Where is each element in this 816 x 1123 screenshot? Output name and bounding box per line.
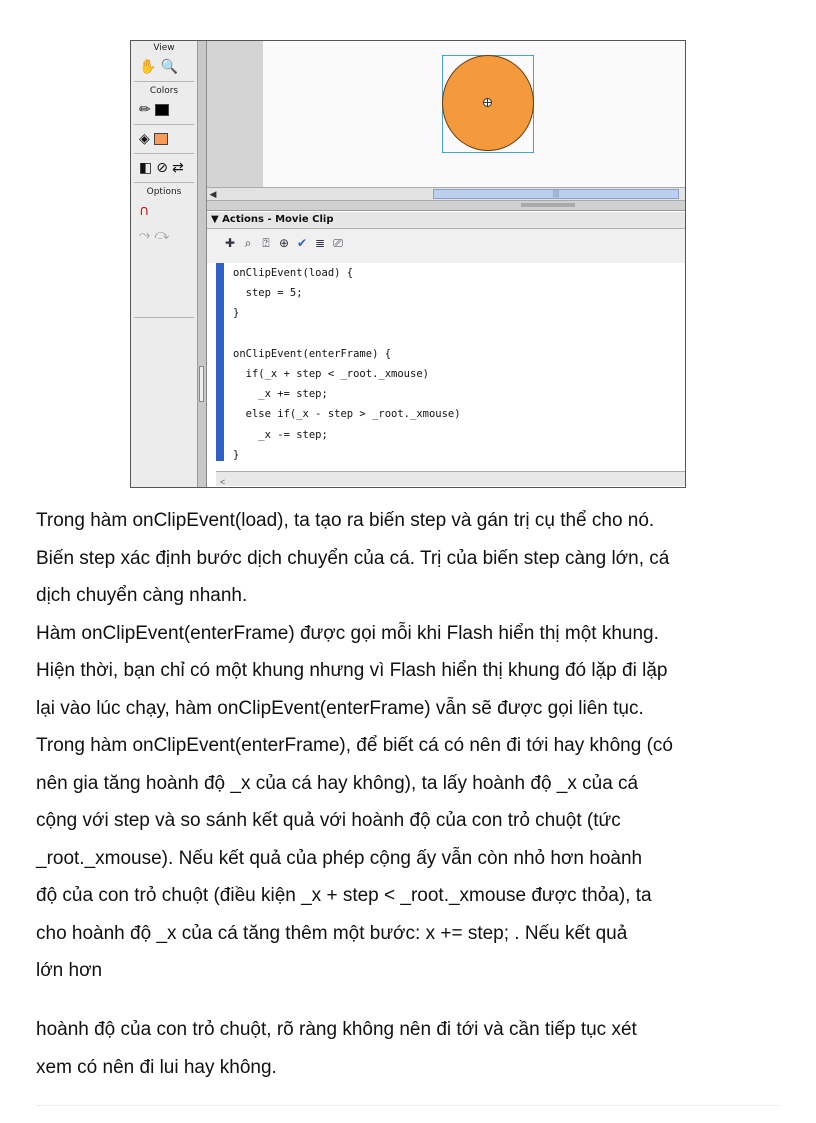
panel-gutter xyxy=(198,41,207,487)
text-line: lớn hơn xyxy=(36,960,103,981)
actions-panel-title[interactable]: ▼ Actions - Movie Clip xyxy=(207,212,685,229)
actions-toolbar xyxy=(207,229,685,263)
no-color-icon[interactable]: ⊘ xyxy=(156,160,168,176)
target-path-icon[interactable]: ⊕ xyxy=(278,236,290,250)
body-text xyxy=(36,502,766,990)
code-hint-icon[interactable]: ⎚ xyxy=(333,236,343,250)
smooth-icon[interactable]: ⤳ xyxy=(139,227,151,243)
magnet-icon[interactable]: ∩ xyxy=(139,203,150,219)
text-line: cộng với step và so sánh kết quả với hoành độ của con trỏ chuột (tức xyxy=(36,810,621,831)
code-line: onClipEvent(enterFrame) { xyxy=(233,347,392,360)
text-line: Hàm onClipEvent(enterFrame) được gọi mỗi khi Flash hiển thị một khung. xyxy=(36,622,659,644)
scroll-thumb[interactable]: ||| xyxy=(433,189,679,199)
text-line: dịch chuyển càng nhanh. xyxy=(36,585,248,606)
text-line: hoành độ của con trỏ chuột, rõ ràng không nên đi tới và cần tiếp tục xét xyxy=(36,1019,637,1040)
straighten-icon[interactable]: ⤼ xyxy=(154,227,170,243)
hand-icon[interactable]: ✋ xyxy=(139,59,157,75)
code-line: } xyxy=(233,448,240,461)
registration-point-icon xyxy=(483,98,492,107)
page-divider xyxy=(36,1105,780,1106)
horizontal-scrollbar[interactable] xyxy=(207,187,685,201)
text-line: Hiện thời, bạn chỉ có một khung nhưng vì Flash hiển thị khung đó lặp đi lặp xyxy=(36,660,668,681)
text-line: độ của con trỏ chuột (điều kiện _x + step < _root._xmouse được thỏa), ta xyxy=(36,885,652,906)
scroll-left-icon[interactable]: ◀ xyxy=(209,189,217,199)
code-line: _x += step; xyxy=(233,388,328,401)
code-line: } xyxy=(233,307,240,320)
check-syntax-icon[interactable]: ✔ xyxy=(296,236,308,250)
panel-splitter[interactable] xyxy=(207,201,685,211)
auto-format-icon[interactable]: ≣ xyxy=(314,236,326,250)
code-gutter-bar xyxy=(216,263,224,461)
options-label: Options xyxy=(146,187,182,197)
swap-colors-icon[interactable]: ⇄ xyxy=(171,160,184,176)
zoom-icon[interactable]: 🔍 xyxy=(160,59,178,75)
code-line: if(_x + step < _root._xmouse) xyxy=(233,368,429,381)
stroke-color-swatch[interactable] xyxy=(155,104,169,116)
code-line: _x -= step; xyxy=(233,428,328,441)
view-label: View xyxy=(153,43,175,53)
body-text-continued xyxy=(36,1011,766,1086)
collapse-handle[interactable] xyxy=(199,366,204,402)
pencil-icon[interactable]: ✏ xyxy=(139,102,151,118)
find-icon[interactable]: ⌕ xyxy=(244,236,252,250)
text-line: Biến step xác định bước dịch chuyển của cá. Trị của biến step càng lớn, cá xyxy=(36,547,670,569)
code-text[interactable] xyxy=(233,263,461,465)
code-scrollbar[interactable]: < xyxy=(216,471,685,486)
text-line: Trong hàm onClipEvent(enterFrame), để biết cá có nên đi tới hay không (có xyxy=(36,735,673,756)
colors-label: Colors xyxy=(149,86,179,96)
text-line: _root._xmouse). Nếu kết quả của phép cộng ấy vẫn còn nhỏ hơn hoành xyxy=(36,847,643,869)
code-line: onClipEvent(load) { xyxy=(233,267,354,279)
flash-screenshot xyxy=(130,40,686,488)
replace-icon[interactable]: ⍰ xyxy=(262,236,270,250)
text-line: xem có nên đi lui hay không. xyxy=(36,1056,277,1078)
stage-pasteboard xyxy=(207,41,263,187)
code-line: else if(_x - step > _root._xmouse) xyxy=(233,408,461,421)
tools-panel xyxy=(131,41,198,487)
paint-bucket-icon[interactable]: ◈ xyxy=(139,131,150,147)
text-line: nên gia tăng hoành độ _x của cá hay không), ta lấy hoành độ _x của cá xyxy=(36,772,639,794)
black-white-icon[interactable]: ◧ xyxy=(139,160,153,176)
code-line: step = 5; xyxy=(233,287,303,300)
fill-color-swatch[interactable] xyxy=(154,133,168,145)
code-editor[interactable] xyxy=(216,263,685,469)
text-line: Trong hàm onClipEvent(load), ta tạo ra biến step và gán trị cụ thể cho nó. xyxy=(36,510,655,531)
text-line: lại vào lúc chạy, hàm onClipEvent(enterFrame) vẫn sẽ được gọi liên tục. xyxy=(36,697,644,719)
add-statement-icon[interactable]: ✚ xyxy=(224,236,236,250)
text-line: cho hoành độ _x của cá tăng thêm một bước: x += step; . Nếu kết quả xyxy=(36,922,628,944)
